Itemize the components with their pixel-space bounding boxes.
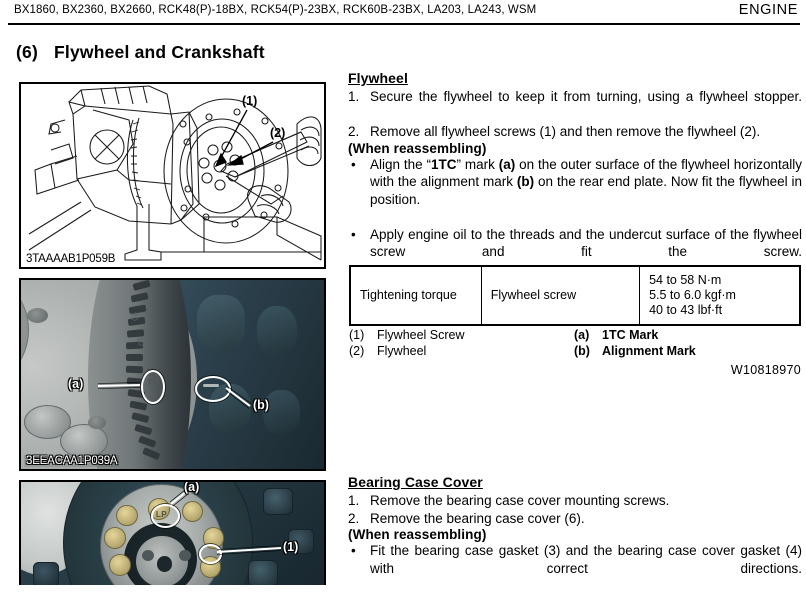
figure-1-leader-lines	[21, 84, 324, 267]
legend-label: Alignment Mark	[602, 344, 696, 358]
page-title	[16, 42, 265, 63]
legend-key: (a)	[574, 328, 590, 342]
legend-letters	[574, 327, 696, 359]
legend-item	[349, 343, 465, 359]
flywheel-bullet-1	[348, 156, 802, 226]
torque-value-kgfm: 5.5 to 6.0 kgf·m	[649, 288, 736, 302]
bearing-step-2	[348, 510, 802, 528]
figure-3-callout-1: (1)	[283, 540, 299, 554]
bearing-steps	[348, 492, 802, 527]
legend-numbers	[349, 327, 465, 359]
step-marker: 1.	[348, 89, 360, 104]
step-text: Secure the flywheel to keep it from turning, using a flywheel stopper.	[370, 89, 802, 104]
legend-key: (b)	[574, 344, 590, 358]
degree-scale-10: 10	[135, 336, 146, 347]
reference-code: W10818970	[730, 363, 801, 377]
step-marker: 2.	[348, 510, 360, 526]
section-name: ENGINE	[738, 2, 798, 18]
flywheel-bullets	[348, 156, 802, 279]
flywheel-text-block	[348, 70, 802, 278]
flywheel-steps	[348, 88, 802, 141]
torque-value-lbfft: 40 to 43 lbf·ft	[649, 303, 723, 317]
step-marker: 2.	[348, 124, 360, 139]
bearing-bullet-1	[348, 542, 802, 595]
step-text: Remove all flywheel screws (1) and then remove the flywheel (2).	[370, 124, 761, 139]
stamped-1tc-mark: 1TC	[145, 365, 158, 386]
bearing-step-1	[348, 492, 802, 510]
section-title-text: Flywheel and Crankshaft	[54, 42, 265, 62]
figure-1tc-alignment-mark	[19, 278, 326, 471]
flywheel-heading: Flywheel	[348, 70, 408, 86]
step-text: Remove the bearing case cover (6).	[370, 510, 585, 526]
bearing-case-cover-text-block	[348, 474, 802, 595]
figure-2-leader-lines	[21, 280, 324, 469]
legend-item	[574, 343, 696, 359]
figure-flywheel-removal	[19, 82, 326, 269]
step-marker: 1.	[348, 493, 360, 508]
figure-1-caption: 3TAAAAB1P059B	[26, 253, 116, 265]
degree-scale-20: 20	[129, 311, 140, 322]
legend-item	[574, 327, 696, 343]
bullet-text: Apply engine oil to the threads and the undercut surface of the flywheel screw and fit the screw.	[370, 226, 802, 259]
bullet-marker: •	[351, 226, 356, 242]
figure-bearing-case-cover	[19, 480, 326, 585]
bearing-bullets	[348, 542, 802, 595]
bullet-text: Fit the bearing case gasket (3) and the bearing case cover gasket (4) with correct directions.	[370, 543, 802, 576]
flywheel-step-2	[348, 123, 802, 141]
bearing-heading: Bearing Case Cover	[348, 474, 483, 490]
legend-label: 1TC Mark	[602, 328, 659, 342]
header-rule	[8, 23, 800, 25]
torque-values-cell	[640, 266, 800, 325]
legend-key: (1)	[349, 328, 365, 342]
figure-1-callout-1: (1)	[242, 94, 258, 108]
torque-item-cell: Flywheel screw	[481, 266, 639, 325]
section-number: (6)	[16, 42, 38, 62]
figure-2-callout-b: (b)	[253, 398, 269, 412]
figure-3-callout-a: (a)	[184, 480, 200, 494]
figure-2-callout-a: (a)	[68, 377, 84, 391]
table-row	[350, 266, 800, 325]
bearing-reassembling-label: (When reassembling)	[348, 527, 487, 542]
legend-item	[349, 327, 465, 343]
bullet-text: Align the “1TC” mark (a) on the outer surface of the flywheel horizontally with the alignment mark (b) on the rear end plate. Now fit the flywheel in position.	[370, 156, 803, 207]
legend-label: Flywheel	[377, 344, 427, 358]
torque-label-cell: Tightening torque	[350, 266, 481, 325]
bullet-marker: •	[351, 156, 356, 172]
legend-label: Flywheel Screw	[377, 328, 465, 342]
model-list: BX1860, BX2360, BX2660, RCK48(P)-18BX, RCK54(P)-23BX, RCK60B-23BX, LA203, LA243, WSM	[14, 4, 537, 16]
flywheel-reassembling-label: (When reassembling)	[348, 140, 487, 156]
stamped-lp-mark: LP	[155, 509, 168, 519]
flywheel-step-1	[348, 88, 802, 123]
figure-2-caption: 3EEACAA1P039A	[26, 455, 118, 467]
page-header	[0, 0, 806, 26]
tightening-torque-table	[349, 265, 801, 326]
torque-value-nm: 54 to 58 N·m	[649, 273, 722, 287]
figure-3-leader-lines	[21, 482, 324, 583]
step-text: Remove the bearing case cover mounting screws.	[370, 493, 670, 508]
legend-key: (2)	[349, 344, 365, 358]
bullet-marker: •	[351, 543, 356, 558]
figure-1-callout-2: (2)	[270, 126, 286, 140]
